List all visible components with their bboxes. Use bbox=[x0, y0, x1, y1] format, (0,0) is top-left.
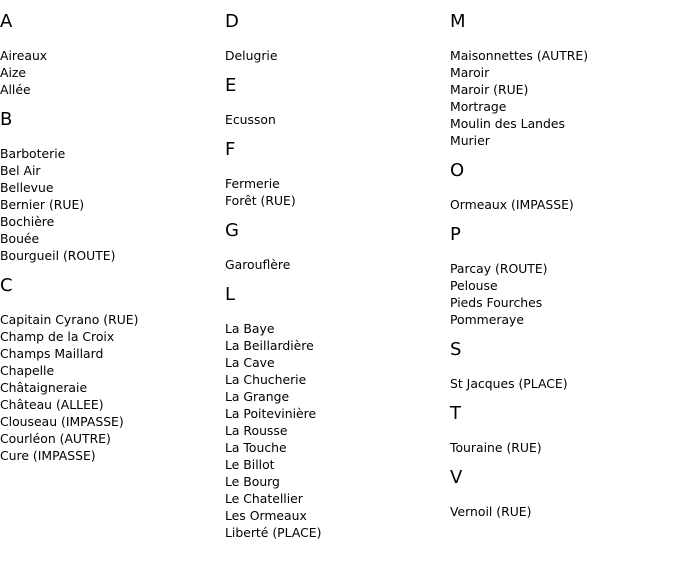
street-list bbox=[450, 47, 675, 149]
street-link[interactable]: Aize bbox=[0, 65, 27, 80]
letter-heading: P bbox=[450, 224, 461, 245]
street-list bbox=[0, 311, 215, 464]
street-link[interactable]: St Jacques (PLACE) bbox=[450, 376, 568, 391]
street-list bbox=[450, 503, 675, 520]
street-link[interactable]: Vernoil (RUE) bbox=[450, 504, 532, 519]
street-link[interactable]: Barboterie bbox=[0, 146, 66, 161]
street-link[interactable]: Aireaux bbox=[0, 48, 48, 63]
letter-group bbox=[225, 139, 440, 209]
letter-heading: V bbox=[450, 467, 463, 488]
street-link[interactable]: Bellevue bbox=[0, 180, 54, 195]
street-list bbox=[225, 111, 440, 128]
street-link[interactable]: La Cave bbox=[225, 355, 275, 370]
street-link[interactable]: Parcay (ROUTE) bbox=[450, 261, 548, 276]
street-list bbox=[450, 260, 675, 328]
street-link[interactable]: La Touche bbox=[225, 440, 287, 455]
street-link[interactable]: Bernier (RUE) bbox=[0, 197, 85, 212]
street-link[interactable]: Touraine (RUE) bbox=[450, 440, 542, 455]
street-link[interactable]: La Beillardière bbox=[225, 338, 314, 353]
letter-group bbox=[450, 339, 675, 392]
street-link[interactable]: Le Bourg bbox=[225, 474, 280, 489]
street-link[interactable]: Cure (IMPASSE) bbox=[0, 448, 96, 463]
letter-group bbox=[450, 403, 675, 456]
street-link[interactable]: Clouseau (IMPASSE) bbox=[0, 414, 124, 429]
street-link[interactable]: Mortrage bbox=[450, 99, 507, 114]
letter-heading: D bbox=[225, 11, 239, 32]
letter-group bbox=[450, 11, 675, 149]
street-link[interactable]: Bel Air bbox=[0, 163, 41, 178]
letter-group bbox=[225, 284, 440, 541]
street-link[interactable]: La Baye bbox=[225, 321, 275, 336]
street-list bbox=[450, 439, 675, 456]
street-link[interactable]: Champs Maillard bbox=[0, 346, 104, 361]
street-link[interactable]: Châtaigneraie bbox=[0, 380, 88, 395]
street-link[interactable]: Pelouse bbox=[450, 278, 498, 293]
street-link[interactable]: Garouflère bbox=[225, 257, 291, 272]
street-list bbox=[450, 196, 675, 213]
street-link[interactable]: Bourgueil (ROUTE) bbox=[0, 248, 116, 263]
street-link[interactable]: Moulin des Landes bbox=[450, 116, 565, 131]
letter-heading: G bbox=[225, 220, 239, 241]
street-link[interactable]: Maisonnettes (AUTRE) bbox=[450, 48, 589, 63]
street-link[interactable]: Les Ormeaux bbox=[225, 508, 307, 523]
street-link[interactable]: Courléon (AUTRE) bbox=[0, 431, 111, 446]
letter-heading: B bbox=[0, 109, 13, 130]
street-link[interactable]: Champ de la Croix bbox=[0, 329, 115, 344]
street-link[interactable]: Liberté (PLACE) bbox=[225, 525, 322, 540]
letter-heading: A bbox=[0, 11, 13, 32]
street-index-column-3 bbox=[450, 0, 675, 520]
letter-group bbox=[450, 160, 675, 213]
street-list bbox=[225, 320, 440, 541]
street-link[interactable]: Pommeraye bbox=[450, 312, 525, 327]
letter-group bbox=[0, 275, 215, 464]
street-link[interactable]: Murier bbox=[450, 133, 490, 148]
street-link[interactable]: Bouée bbox=[0, 231, 40, 246]
street-link[interactable]: Maroir bbox=[450, 65, 490, 80]
street-link[interactable]: Fermerie bbox=[225, 176, 280, 191]
street-link[interactable]: Delugrie bbox=[225, 48, 278, 63]
letter-heading: F bbox=[225, 139, 236, 160]
letter-group bbox=[225, 75, 440, 128]
street-index-column-1 bbox=[0, 0, 215, 464]
street-list bbox=[225, 256, 440, 273]
street-list bbox=[0, 145, 215, 264]
letter-heading: E bbox=[225, 75, 237, 96]
street-list bbox=[450, 375, 675, 392]
letter-group bbox=[225, 11, 440, 64]
street-link[interactable]: Chapelle bbox=[0, 363, 55, 378]
street-list bbox=[225, 47, 440, 64]
street-link[interactable]: Château (ALLEE) bbox=[0, 397, 104, 412]
letter-heading: O bbox=[450, 160, 465, 181]
letter-group bbox=[450, 467, 675, 520]
street-link[interactable]: Capitain Cyrano (RUE) bbox=[0, 312, 139, 327]
letter-heading: S bbox=[450, 339, 462, 360]
letter-group bbox=[0, 109, 215, 264]
street-link[interactable]: Maroir (RUE) bbox=[450, 82, 529, 97]
street-link[interactable]: Ecusson bbox=[225, 112, 276, 127]
street-link[interactable]: Pieds Fourches bbox=[450, 295, 543, 310]
street-link[interactable]: Allée bbox=[0, 82, 31, 97]
letter-heading: C bbox=[0, 275, 13, 296]
street-link[interactable]: La Chucherie bbox=[225, 372, 307, 387]
street-link[interactable]: Bochière bbox=[0, 214, 55, 229]
street-list bbox=[225, 175, 440, 209]
letter-heading: T bbox=[450, 403, 461, 424]
street-link[interactable]: Le Chatellier bbox=[225, 491, 303, 506]
letter-group bbox=[450, 224, 675, 328]
letter-heading: M bbox=[450, 11, 466, 32]
street-link[interactable]: La Grange bbox=[225, 389, 290, 404]
street-link[interactable]: Forêt (RUE) bbox=[225, 193, 296, 208]
street-link[interactable]: La Rousse bbox=[225, 423, 288, 438]
street-index-column-2 bbox=[225, 0, 440, 541]
street-list bbox=[0, 47, 215, 98]
letter-group bbox=[0, 11, 215, 98]
letter-group bbox=[225, 220, 440, 273]
letter-heading: L bbox=[225, 284, 236, 305]
street-link[interactable]: La Poitevinière bbox=[225, 406, 317, 421]
street-link[interactable]: Ormeaux (IMPASSE) bbox=[450, 197, 574, 212]
street-link[interactable]: Le Billot bbox=[225, 457, 275, 472]
